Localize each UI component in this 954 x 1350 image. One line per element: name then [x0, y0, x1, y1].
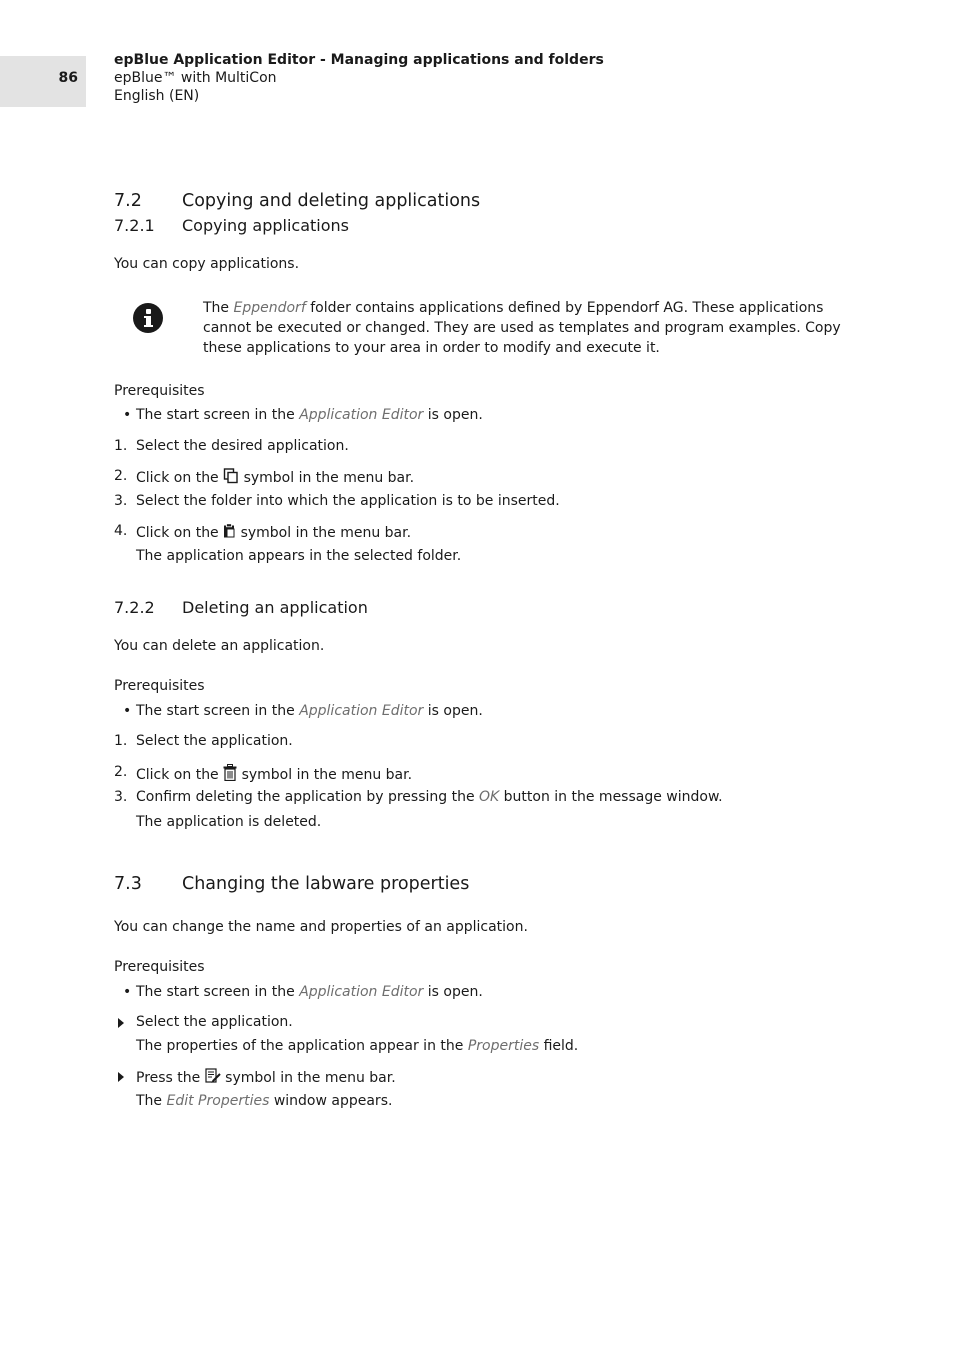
- action-arrow-icon: [118, 1072, 124, 1082]
- prerequisites-label: Prerequisites: [114, 678, 205, 694]
- edit-properties-icon: [205, 1068, 221, 1088]
- step-2: Click on the symbol in the menu bar.: [136, 470, 415, 486]
- page-number: 86: [58, 70, 78, 86]
- step-1: Select the application.: [136, 733, 293, 749]
- intro-7-2-1: You can copy applications.: [114, 256, 300, 272]
- action-1-result: The properties of the application appear in the Properties field.: [136, 1038, 579, 1054]
- trash-icon: [223, 764, 237, 785]
- result-7-2-1: The application appears in the selected folder.: [136, 548, 462, 564]
- step-1: Select the desired application.: [136, 438, 349, 454]
- header-language: English (EN): [114, 88, 200, 104]
- action-1: Select the application.: [136, 1014, 293, 1030]
- step-2: Click on the symbol in the menu bar.: [136, 764, 412, 785]
- section-number-7-2-1: 7.2.1: [114, 216, 155, 235]
- note-line-2: cannot be executed or changed. They are used as templates and program examples. Copy: [203, 320, 841, 336]
- paste-icon: [223, 523, 236, 543]
- prerequisite-item: The start screen in the Application Editor is open.: [136, 984, 483, 1000]
- prerequisite-item: The start screen in the Application Editor is open.: [136, 407, 483, 423]
- step-3: Confirm deleting the application by pressing the OK button in the message window.: [136, 789, 723, 805]
- section-title-7-2-1: Copying applications: [182, 216, 350, 235]
- header-product: epBlue™ with MultiCon: [114, 70, 277, 86]
- section-title-7-2: Copying and deleting applications: [182, 191, 481, 211]
- result-7-2-2: The application is deleted.: [136, 814, 322, 830]
- action-2-result: The Edit Properties window appears.: [136, 1093, 393, 1109]
- prerequisites-label: Prerequisites: [114, 959, 205, 975]
- step-4: Click on the symbol in the menu bar.: [136, 525, 412, 541]
- prerequisites-label: Prerequisites: [114, 383, 205, 399]
- action-arrow-icon: [118, 1018, 124, 1028]
- section-number-7-2-2: 7.2.2: [114, 598, 155, 617]
- intro-7-2-2: You can delete an application.: [114, 638, 325, 654]
- action-2: Press the symbol in the menu bar.: [136, 1070, 396, 1086]
- header-title: epBlue Application Editor - Managing applications and folders: [114, 52, 604, 68]
- prerequisite-item: The start screen in the Application Editor is open.: [136, 703, 483, 719]
- intro-7-3: You can change the name and properties of an application.: [114, 919, 528, 935]
- copy-icon: [223, 468, 239, 488]
- info-icon: [133, 303, 163, 333]
- section-number-7-2: 7.2: [114, 191, 142, 211]
- note-line-1: The Eppendorf folder contains applications defined by Eppendorf AG. These applications: [203, 300, 824, 316]
- section-title-7-3: Changing the labware properties: [182, 874, 470, 894]
- section-number-7-3: 7.3: [114, 874, 142, 894]
- note-line-3: these applications to your area in order to modify and execute it.: [203, 340, 660, 356]
- section-title-7-2-2: Deleting an application: [182, 598, 368, 617]
- step-3: Select the folder into which the application is to be inserted.: [136, 493, 560, 509]
